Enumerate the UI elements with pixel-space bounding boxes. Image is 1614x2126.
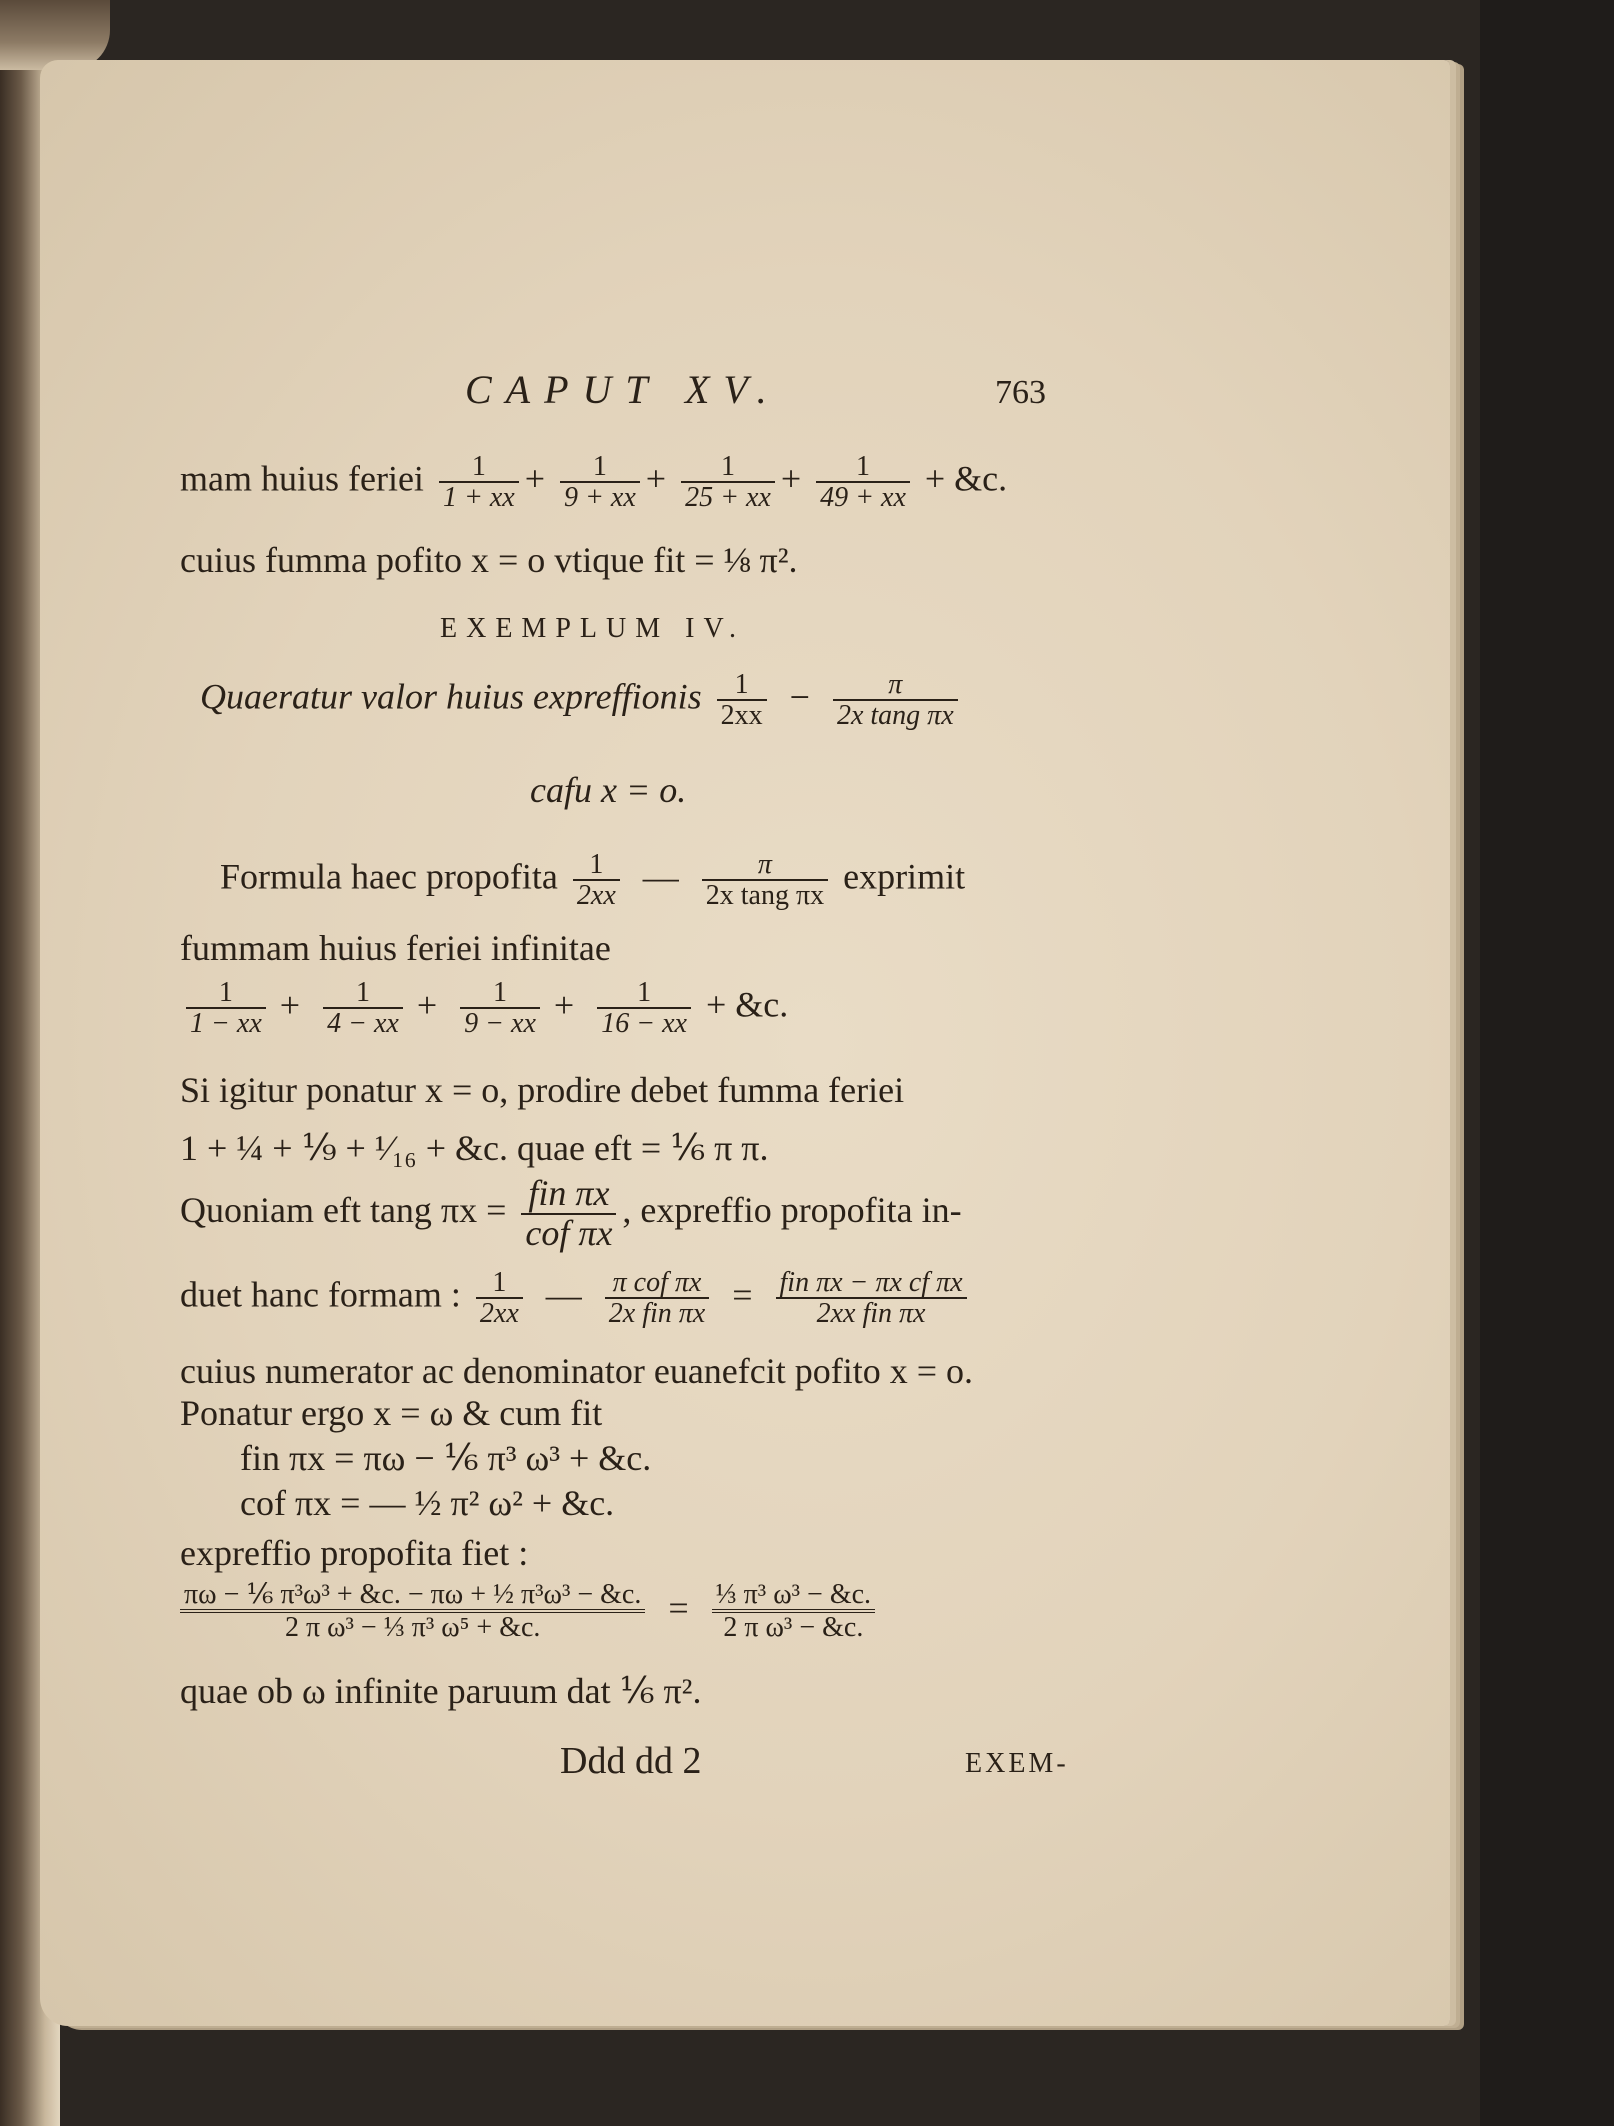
fraction [776,1268,967,1329]
numerator: π [702,850,828,881]
text: + &c. [705,984,789,1025]
denominator: 2xx [576,880,616,912]
text: Quaeratur valor huius expreffionis [200,676,702,717]
text: mam huius feriei [180,458,424,499]
denominator: cof πx [525,1212,613,1253]
text: Quoniam eft tang πx = [180,1190,507,1231]
numerator: πω − ⅙ π³ω³ + &c. − πω + ½ π³ω³ − &c. [180,1580,645,1613]
operator: − [789,676,810,717]
numerator: fin πx − πx cf πx [776,1268,967,1299]
series-line-2: $\frac{1}{1 - xx}$ + $\frac{1}{4 - xx}$ + $\frac{1}{9 - xx}$ + $\frac{1}{16 - xx}$ + &c. [180,978,788,1039]
operator: = [668,1587,689,1628]
text-line: Si igitur ponatur x = o, prodire debet fumma feriei [180,1070,905,1110]
fraction [717,670,767,731]
denominator: 25 + xx [685,482,771,514]
denominator: 2x tang πx [705,880,825,912]
text-line-2: cuius fumma pofito x = o vtique fit = ⅛ π². [180,540,798,580]
operator: — [545,1274,582,1315]
sum-line: 1 + ¼ + ⅑ + ¹⁄₁₆ + &c. quae eft = ⅙ π π. [180,1128,769,1168]
text-line: expreffio propofita fiet : [180,1533,529,1573]
numerator: 1 [717,670,767,701]
text: Formula haec propofita [220,856,558,897]
fraction [816,452,910,513]
fraction [712,1580,875,1643]
denominator: 2 π ω³ − &c. [723,1612,864,1644]
numerator: 1 [681,452,775,483]
numerator: fin πx [521,1175,616,1215]
numerator: 1 [186,978,266,1009]
formula-line [220,850,965,911]
text: duet hanc formam : [180,1274,461,1315]
denominator: 2x fin πx [608,1298,706,1330]
series-line-1: mam huius feriei $\frac{1}{1 + xx}$ + $\frac{1}{9 + xx}$ + $\frac{1}{25 + xx}$ + $\frac{1}{49 + xx}$ + &c. [180,451,1008,514]
text: exprimit [843,856,966,897]
numerator: 1 [560,452,640,483]
operator: = [732,1274,753,1315]
fraction [560,452,640,513]
case-line: cafu x = o. [530,770,687,810]
fraction [597,978,691,1039]
numerator: 1 [597,978,691,1009]
page-number: 763 [995,374,1046,411]
fraction [521,1175,616,1253]
quoniam-line [180,1175,962,1253]
sin-expansion: fin πx = πω − ⅙ π³ ω³ + &c. [240,1438,652,1478]
numerator: 1 [573,850,620,881]
numerator: 1 [476,1268,523,1299]
numerator: 1 [439,452,519,483]
denominator: 1 + xx [442,482,515,514]
numerator: 1 [323,978,403,1009]
fraction [605,1268,709,1329]
fraction [323,978,403,1039]
section-heading: EXEMPLUM IV. [440,613,746,644]
denominator: 1 − xx [190,1008,262,1040]
book-page [40,60,1450,2026]
numerator: 1 [460,978,540,1009]
denominator: 9 − xx [464,1008,536,1040]
denominator: 16 − xx [601,1008,687,1040]
fraction [186,978,266,1039]
running-header: CAPUT XV. [465,367,781,412]
text: + &c. [924,458,1008,499]
fraction [439,452,519,513]
fraction [833,670,958,731]
cos-expansion: cof πx = — ½ π² ω² + &c. [240,1483,615,1523]
background-margin [1480,0,1614,2126]
text-line: quae ob ω infinite paruum dat ⅙ π². [180,1671,702,1711]
denominator: 2xx [479,1298,519,1330]
denominator: 2xx fin πx [816,1298,926,1330]
numerator: ⅓ π³ ω³ − &c. [712,1580,875,1613]
fraction [476,1268,523,1329]
text-line: cuius numerator ac denominator euanefcit pofito x = o. [180,1351,974,1391]
text: , expreffio propofita in- [622,1190,962,1231]
denominator: 49 + xx [820,482,906,514]
fraction [681,452,775,513]
text-line: fummam huius feriei infinitae [180,928,611,968]
operator: — [642,856,679,897]
denominator: 2 π ω³ − ⅓ π³ ω⁵ + &c. [284,1612,541,1644]
result-equation [180,1580,881,1643]
fraction [180,1580,645,1643]
denominator: 9 + xx [564,482,636,514]
signature-mark: Ddd dd 2 [560,1740,702,1782]
fraction [573,850,620,911]
catchword: EXEM- [965,1748,1069,1779]
duet-line [180,1268,973,1329]
text-line: Ponatur ergo x = ω & cum fit [180,1393,603,1433]
denominator: 2x tang πx [836,700,954,732]
numerator: π cof πx [605,1268,709,1299]
fraction [702,850,828,911]
fraction [460,978,540,1039]
numerator: π [833,670,958,701]
denominator: 2xx [720,700,763,732]
question-line [200,670,964,731]
denominator: 4 − xx [327,1008,399,1040]
numerator: 1 [816,452,910,483]
